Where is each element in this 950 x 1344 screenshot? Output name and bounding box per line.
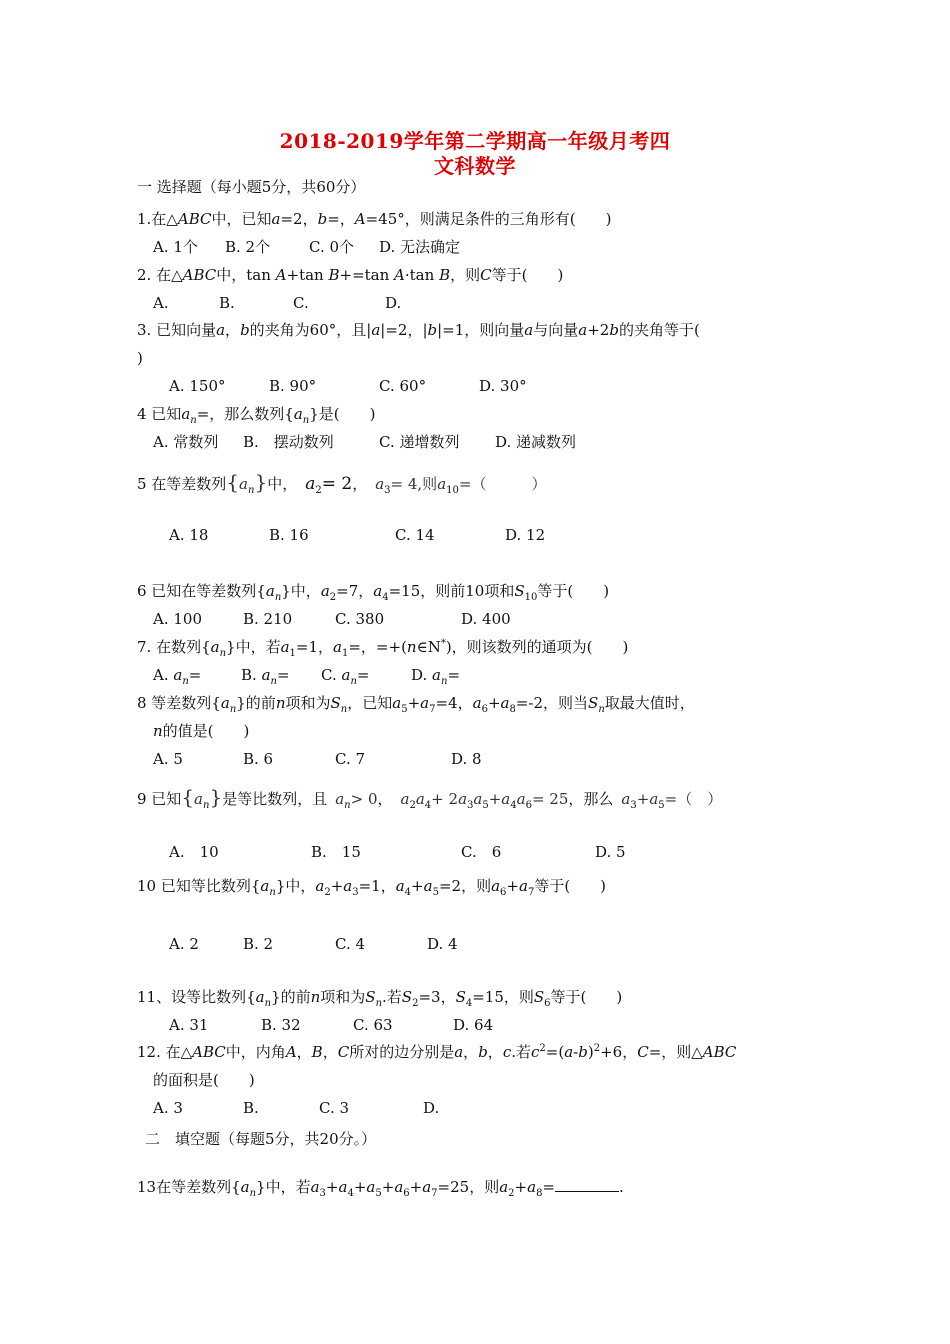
option: B. 摆动数列 — [243, 433, 334, 451]
question-5: 5 在等差数列$\{a_n\}$中， $a_2= 2$， $a_3= 4$,则$a_{10}=$（ ） — [137, 470, 547, 496]
question-3: 3. 已知向量a，b的夹角为60°，且|a|=2，|b|=1，则向量a与向量a+2b的夹角等于( — [137, 321, 700, 339]
option: C. 380 — [335, 610, 385, 628]
option: D. — [423, 1099, 440, 1117]
question-7-options — [153, 665, 460, 685]
question-12: 12. 在△ABC中，内角A，B，C所对的边分别是a，b，c.若$c^2=(a-b)^2+6$，C=，则△ABC — [137, 1043, 737, 1061]
question-2: 2. 在△ABC中，tan A+tan B+=tan A·tan B，则C等于( ) — [137, 266, 564, 284]
question-12-cont: 的面积是( ) — [153, 1071, 255, 1089]
option: D. 8 — [451, 750, 482, 768]
option: A. 1个 — [153, 238, 198, 256]
option: A. 5 — [153, 750, 183, 768]
question-10-options — [169, 934, 458, 954]
section-heading-choice: 一 选择题（每小题5分，共60分） — [137, 178, 366, 196]
option: A. 31 — [169, 1016, 209, 1034]
question-8-cont: n的值是( ) — [153, 722, 250, 740]
option: B. — [219, 294, 235, 312]
option: D. 30° — [479, 377, 527, 395]
question-8: 8 等差数列$\{a_n\}$的前n项和为$S_n$，已知$a_5+a_7=4$，$a_6+a_8=-2$，则当$S_n$取最大值时， — [137, 694, 695, 715]
question-9: 9 已知$\{a_n\}$是等比数列，且 $a_n> 0$， $a_2a_4+ 2a_3a_5+a_4a_6= 25$，那么 $a_3+a_5=$（ ） — [137, 785, 723, 811]
option: D. $a_n=$ — [411, 666, 461, 687]
question-4-options — [153, 432, 576, 452]
option: A. 150° — [169, 377, 226, 395]
option: A. 100 — [153, 610, 202, 628]
option: D. 400 — [461, 610, 511, 628]
option: B. 6 — [243, 750, 274, 768]
option: B. 16 — [269, 526, 309, 544]
question-9-options — [169, 842, 626, 862]
question-1-options — [153, 237, 460, 257]
option: C. 63 — [353, 1016, 393, 1034]
option: B. 210 — [243, 610, 293, 628]
option: B. 90° — [269, 377, 317, 395]
option: D. 4 — [427, 935, 458, 953]
section-heading-fill: 二 填空题（每题5分，共20分。） — [145, 1130, 377, 1148]
option: D. 12 — [505, 526, 546, 544]
answer-blank[interactable] — [555, 1177, 619, 1192]
option: C. 3 — [319, 1099, 350, 1117]
question-4: 4 已知$a_n=$，那么数列$\{a_n\}$是( ) — [137, 405, 376, 426]
option: C. 6 — [461, 843, 502, 861]
question-10: 10 已知等比数列$\{a_n\}$中，$a_2+a_3=1$，$a_4+a_5=2$，则$a_6+a_7$等于( ) — [137, 877, 607, 898]
option: A. 18 — [169, 526, 209, 544]
question-1: 1.在△ABC中，已知a=2，b=，A=45°，则满足条件的三角形有( ) — [137, 210, 612, 228]
option: C. 递增数列 — [379, 433, 460, 451]
option: B. 2个 — [225, 238, 271, 256]
option: C. $a_n=$ — [321, 666, 370, 687]
question-13: 13在等差数列$\{a_n\}$中，若$a_3+a_4+a_5+a_6+a_7=25$，则$a_2+a_8=$ . — [137, 1178, 624, 1199]
option: B. — [243, 1099, 259, 1117]
option: B. 15 — [311, 843, 361, 861]
question-11: 11、设等比数列$\{a_n\}$的前n项和为$S_n$.若$S_2=3$，$S_4=15$，则$S_6$等于( ) — [137, 988, 623, 1009]
option: C. 7 — [335, 750, 366, 768]
option: A. 2 — [169, 935, 199, 953]
question-6-options — [153, 609, 511, 629]
exam-subtitle: 文科数学 — [434, 154, 516, 178]
option: D. 5 — [595, 843, 626, 861]
option: B. 2 — [243, 935, 274, 953]
question-11-options — [169, 1015, 493, 1035]
option: A. 常数列 — [153, 433, 219, 451]
question-8-options — [153, 749, 482, 769]
option: B. 32 — [261, 1016, 301, 1034]
question-3-cont: ) — [137, 349, 143, 367]
option: C. — [293, 294, 309, 312]
option: A. $a_n=$ — [153, 666, 202, 687]
question-7: 7. 在数列$\{a_n\}$中，若$a_1=1$，$a_1=$，=+(n∈N*)，则该数列的通项为( ) — [137, 638, 629, 659]
option: C. 0个 — [309, 238, 355, 256]
option: D. 递减数列 — [495, 433, 577, 451]
option: D. — [385, 294, 402, 312]
question-6: 6 已知在等差数列$\{a_n\}$中，$a_2=7$，$a_4=15$，则前10项和$S_{10}$等于( ) — [137, 582, 610, 603]
question-12-options — [153, 1098, 439, 1118]
option: A. 3 — [153, 1099, 183, 1117]
option: D. 无法确定 — [379, 238, 461, 256]
option: C. 14 — [395, 526, 435, 544]
option: A. — [153, 294, 169, 312]
question-3-options — [169, 376, 527, 396]
question-2-options — [153, 293, 401, 313]
option: D. 64 — [453, 1016, 494, 1034]
option: C. 60° — [379, 377, 427, 395]
exam-title: 2018-2019学年第二学期高一年级月考四 — [279, 129, 671, 153]
option: C. 4 — [335, 935, 366, 953]
question-5-options — [169, 525, 545, 545]
option: A. 10 — [169, 843, 219, 861]
option: B. $a_n=$ — [241, 666, 290, 687]
